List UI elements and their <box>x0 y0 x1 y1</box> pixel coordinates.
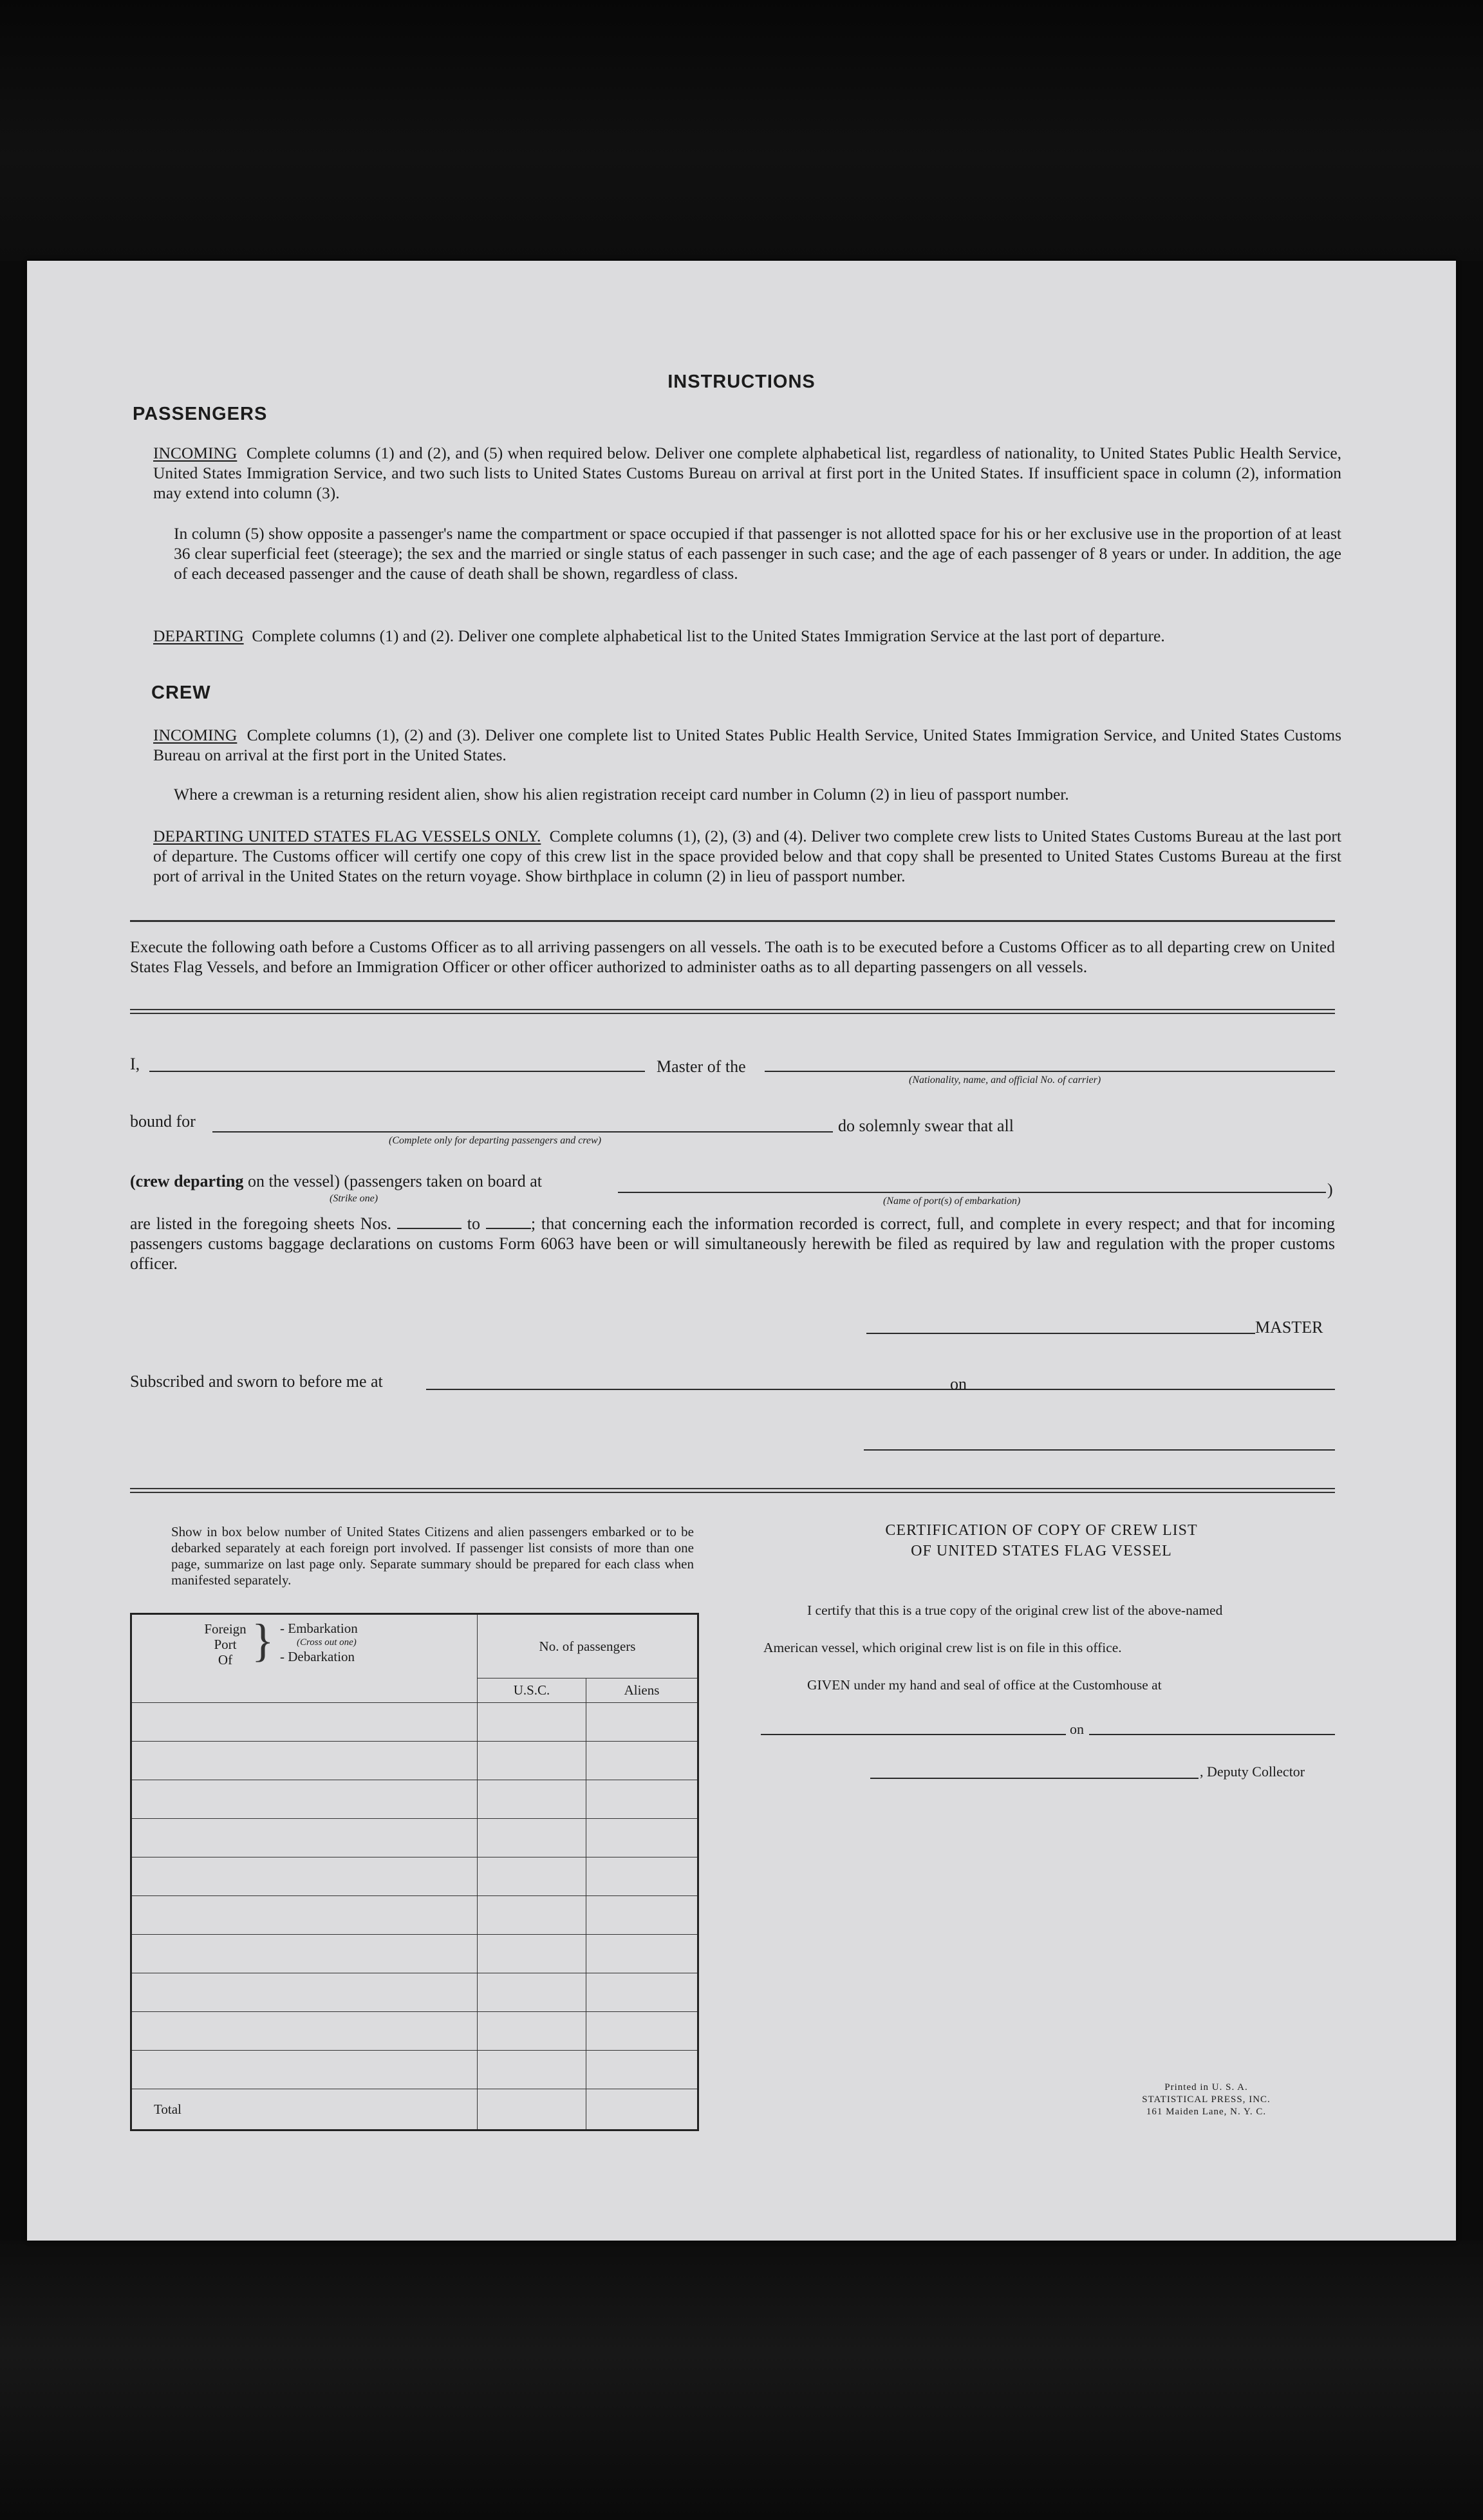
aliens-cell[interactable] <box>586 1935 698 1973</box>
passengers-departing-text: Complete columns (1) and (2). Deliver one complete alphabetical list to the United States Immigration Service at the last port of departure. <box>252 626 1165 645</box>
carrier-field[interactable] <box>765 1071 1335 1072</box>
usc-cell[interactable] <box>478 1780 586 1819</box>
master-of-label: Master of the <box>657 1057 746 1076</box>
crew-incoming-text: Complete columns (1), (2) and (3). Deliver one complete list to United States Public Health Service, United States Immigration Service, and United States Customs Bureau on arrival at the first port in the United States. <box>153 726 1342 764</box>
port-cell[interactable] <box>131 2051 478 2089</box>
port-cell[interactable] <box>131 2012 478 2051</box>
oath-i-label: I, <box>130 1055 140 1073</box>
passengers-departing-label: DEPARTING <box>153 626 244 645</box>
strike-hint: (Strike one) <box>330 1193 378 1204</box>
scan-border-bottom <box>0 2241 1483 2520</box>
master-signature-field[interactable] <box>866 1333 1255 1334</box>
aliens-cell[interactable] <box>586 1896 698 1935</box>
officer-signature-field[interactable] <box>864 1449 1335 1451</box>
passengers-incoming-text: Complete columns (1) and (2), and (5) when required below. Deliver one complete alphabetical list, regardless of nationality, to United States Public Health Service, United States Immigration Service, and two such lists to United States Customs Bureau on arrival at first port in the United States. If insufficient space in column (2), information may extend into column (3). <box>153 444 1342 502</box>
swear-label: do solemnly swear that all <box>838 1116 1014 1135</box>
port-cell[interactable] <box>131 1703 478 1742</box>
deputy-collector-label: , Deputy Collector <box>1200 1763 1305 1780</box>
aliens-cell[interactable] <box>586 2051 698 2089</box>
passengers-incoming-label: INCOMING <box>153 444 238 462</box>
instructions-title: INSTRUCTIONS <box>667 371 816 392</box>
usc-header: U.S.C. <box>478 1678 586 1703</box>
usc-cell[interactable] <box>478 1973 586 2012</box>
no-passengers-header: No. of passengers <box>478 1614 698 1678</box>
sheets-paragraph <box>130 1214 1335 1274</box>
passengers-departing-paragraph <box>153 626 1341 646</box>
cert-on-label: on <box>1070 1721 1084 1737</box>
printer-line2: STATISTICAL PRESS, INC. <box>1142 2094 1271 2105</box>
foreign-label: Foreign <box>204 1621 247 1637</box>
total-aliens-cell[interactable] <box>586 2089 698 2130</box>
aliens-cell[interactable] <box>586 1819 698 1857</box>
crew-departing-label: DEPARTING UNITED STATES FLAG VESSELS ONLY. <box>153 827 541 845</box>
certification-title-line1: CERTIFICATION OF COPY OF CREW LIST <box>885 1522 1198 1539</box>
carrier-hint: (Nationality, name, and official No. of carrier) <box>909 1075 1101 1086</box>
oath-intro: Execute the following oath before a Customs Officer as to all arriving passengers on all vessels. The oath is to be executed before a Customs Officer as to all departing crew on United States Flag Vessels, and before an Immigration Officer or other officer authorized to administer oaths as to all departing passengers on all vessels. <box>130 937 1335 976</box>
given-line: GIVEN under my hand and seal of office at the Customhouse at <box>807 1677 1162 1693</box>
sworn-date-field[interactable] <box>968 1389 1335 1390</box>
master-label: MASTER <box>1255 1318 1323 1337</box>
embarkation-label: - Embarkation <box>280 1621 358 1636</box>
bound-hint: (Complete only for departing passengers and crew) <box>389 1135 602 1146</box>
port-cell[interactable] <box>131 1896 478 1935</box>
double-divider-rule <box>130 1009 1335 1014</box>
certification-title <box>748 1520 1335 1561</box>
crew-incoming-paragraph <box>153 725 1341 765</box>
port-header-cell <box>131 1614 478 1703</box>
to-label: to <box>467 1214 481 1233</box>
port-cell[interactable] <box>131 1742 478 1780</box>
usc-cell[interactable] <box>478 2051 586 2089</box>
certify-line1: I certify that this is a true copy of the original crew list of the above-named <box>807 1603 1223 1618</box>
scan-border-top <box>0 0 1483 261</box>
crew-heading: CREW <box>151 682 211 703</box>
certify-line2: American vessel, which original crew list is on file in this office. <box>763 1640 1122 1655</box>
bound-for-label: bound for <box>130 1112 196 1131</box>
sworn-place-field[interactable] <box>426 1389 972 1390</box>
crew-resident-paragraph: Where a crewman is a returning resident alien, show his alien registration receipt card number in Column (2) in lieu of passport number. <box>174 785 1069 804</box>
aliens-cell[interactable] <box>586 1857 698 1896</box>
cert-date-field[interactable] <box>1089 1734 1335 1735</box>
vessel-option: on the vessel) (passengers taken on board at <box>247 1172 542 1190</box>
certification-title-line2: OF UNITED STATES FLAG VESSEL <box>911 1543 1172 1559</box>
port-cell[interactable] <box>131 1935 478 1973</box>
sheet-from-field[interactable] <box>397 1216 462 1229</box>
usc-cell[interactable] <box>478 1935 586 1973</box>
passengers-column5-paragraph: In column (5) show opposite a passenger's name the compartment or space occupied if that passenger is not allotted space for his or her exclusive use in the proportion of at least 36 clear superficial feet (steerage); the sex and the married or single status of each passenger in such case; and the age of each passenger of 8 years or under. In addition, the age of each deceased passenger and the cause of death shall be shown, regardless of class. <box>174 524 1341 583</box>
sheet-to-field[interactable] <box>486 1216 531 1229</box>
usc-cell[interactable] <box>478 1857 586 1896</box>
aliens-cell[interactable] <box>586 1780 698 1819</box>
crew-incoming-label: INCOMING <box>153 726 238 744</box>
form-page <box>27 261 1456 2241</box>
bound-for-field[interactable] <box>212 1131 833 1133</box>
debarkation-label: - Debarkation <box>280 1649 355 1664</box>
aliens-cell[interactable] <box>586 1703 698 1742</box>
printer-line3: 161 Maiden Lane, N. Y. C. <box>1146 2107 1267 2117</box>
port-cell[interactable] <box>131 1973 478 2012</box>
aliens-cell[interactable] <box>586 1973 698 2012</box>
double-divider-rule-2 <box>130 1488 1335 1493</box>
crew-departing-option: (crew departing <box>130 1172 244 1190</box>
aliens-header: Aliens <box>586 1678 698 1703</box>
aliens-cell[interactable] <box>586 2012 698 2051</box>
passengers-heading: PASSENGERS <box>133 404 268 424</box>
total-label: Total <box>131 2089 478 2130</box>
brace-icon: } <box>252 1615 274 1666</box>
sworn-on-label: on <box>950 1375 967 1393</box>
master-name-field[interactable] <box>149 1071 645 1072</box>
usc-cell[interactable] <box>478 2012 586 2051</box>
crew-passenger-choice <box>130 1172 542 1191</box>
cross-out-hint: (Cross out one) <box>297 1637 357 1648</box>
customhouse-field[interactable] <box>761 1734 1066 1735</box>
crew-departing-paragraph <box>153 826 1341 886</box>
port-hint: (Name of port(s) of embarkation) <box>883 1196 1021 1207</box>
port-cell[interactable] <box>131 1819 478 1857</box>
subscribed-label: Subscribed and sworn to before me at <box>130 1372 383 1391</box>
divider-rule <box>130 920 1335 922</box>
usc-cell[interactable] <box>478 1819 586 1857</box>
printer-line1: Printed in U. S. A. <box>1164 2082 1248 2092</box>
sheets-prefix: are listed in the foregoing sheets Nos. <box>130 1214 392 1233</box>
passenger-summary-table <box>130 1613 699 2131</box>
usc-cell[interactable] <box>478 1896 586 1935</box>
usc-cell[interactable] <box>478 1742 586 1780</box>
sheets-suffix: ; that concerning each the information recorded is correct, full, and complete in every respect; and that for incoming passengers customs baggage declarations on customs Form 6063 have been or will simultaneously herewith be filed as required by law and regulation with the proper customs officer. <box>130 1214 1336 1273</box>
of-label: Of <box>218 1652 233 1668</box>
port-label: Port <box>214 1637 237 1652</box>
summary-instructions: Show in box below number of United States Citizens and alien passengers embarked or to be debarked separately at each foreign port involved. If passenger list consists of more than one page, summarize on last page only. Separate summary should be prepared for each class when manifested separately. <box>171 1524 694 1588</box>
crew-departing-text: Complete columns (1), (2), (3) and (4). Deliver two complete crew lists to United States Customs Bureau at the last port of departure. The Customs officer will certify one copy of this crew list in the space provided below and that copy shall be presented to United States Customs Bureau at the first port of arrival in the United States on the return voyage. Show birthplace in column (2) in lieu of passport number. <box>153 827 1342 885</box>
port-cell[interactable] <box>131 1857 478 1896</box>
usc-cell[interactable] <box>478 1703 586 1742</box>
passengers-incoming-paragraph <box>153 443 1341 503</box>
total-usc-cell[interactable] <box>478 2089 586 2130</box>
close-paren: ) <box>1327 1180 1333 1199</box>
deputy-signature-field[interactable] <box>870 1778 1199 1779</box>
port-cell[interactable] <box>131 1780 478 1819</box>
embarkation-port-field[interactable] <box>618 1192 1326 1193</box>
aliens-cell[interactable] <box>586 1742 698 1780</box>
printer-imprint <box>1110 2082 1303 2118</box>
